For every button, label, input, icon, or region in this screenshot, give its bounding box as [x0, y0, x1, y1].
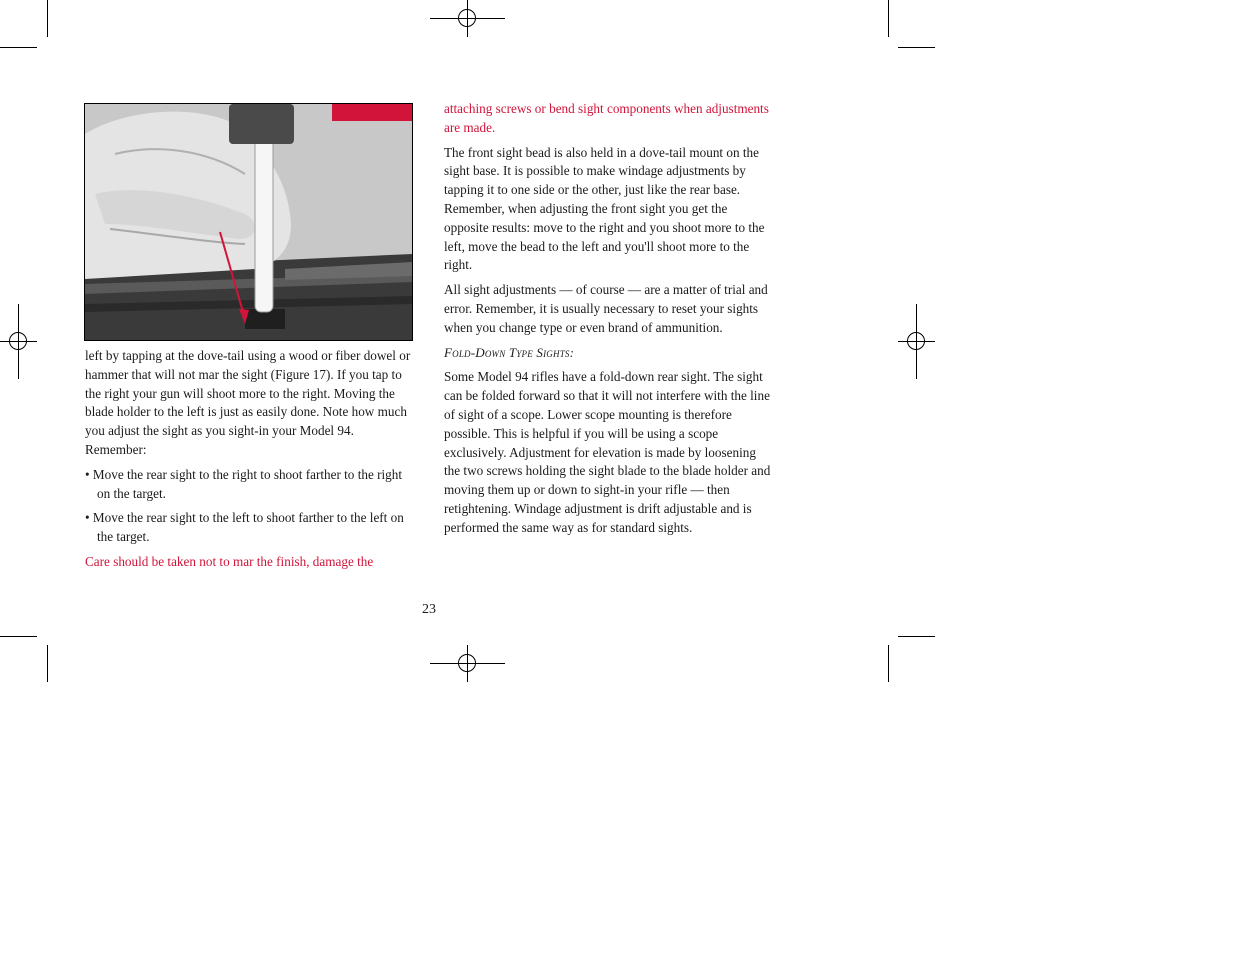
body-paragraph: left by tapping at the dove-tail using a wood or fiber dowel or hammer that will not mar the sight (Figure 17). If you tap to the right your gun will shoot more to the right. Moving the blade holder to the left is just as easily done. Note how much you adjust the sight as you sight-in your Model 94. Remember: — [85, 348, 411, 457]
body-paragraph: Some Model 94 rifles have a fold-down rear sight. The sight can be folded forward so that it will not interfere with the line of sight of a scope. Lower scope mounting is therefore possible. This is helpful if you will be using a scope exclusively. Adjustment for elevation is made by loosening the two screws holding the sight blade to the blade holder and moving them up or down to sight-in your rifle — then retightening. Windage adjustment is drift adjustable and is performed the same way as for standard sights. — [444, 369, 771, 535]
bullet-item: • Move the rear sight to the left to shoot farther to the left on the target. — [85, 510, 404, 545]
crop-mark — [47, 0, 48, 37]
body-paragraph: The front sight bead is also held in a dove-tail mount on the sight base. It is possible to make windage adjustments by tapping it to one side or the other, just like the rear base. Remember, when adjusting the front sight you get the opposite results: move to the right and you shoot more to the left, move the bead to the left and you'll shoot more to the right. — [444, 144, 765, 273]
crop-mark — [898, 47, 935, 48]
crop-mark — [888, 0, 889, 37]
bullet-item: • Move the rear sight to the right to shoot farther to the right on the target. — [85, 466, 403, 501]
registration-circle — [458, 9, 476, 27]
caution-text: attaching screws or bend sight components when adjustments are made. — [444, 101, 769, 135]
crop-mark — [0, 636, 37, 637]
crop-mark — [47, 645, 48, 682]
registration-circle — [9, 332, 27, 350]
registration-circle — [458, 654, 476, 672]
right-column — [444, 100, 774, 544]
page-number: 23 — [422, 602, 436, 617]
crop-mark — [0, 47, 37, 48]
figure-sight-adjustment-photo — [84, 103, 413, 341]
registration-circle — [907, 332, 925, 350]
caution-text: Care should be taken not to mar the finish, damage the — [85, 553, 374, 569]
body-paragraph: All sight adjustments — of course — are a matter of trial and error. Remember, it is usually necessary to reset your sights when you change type or even brand of ammunition. — [444, 282, 768, 335]
section-heading: Fold-Down Type Sights: — [444, 344, 575, 360]
crop-mark — [898, 636, 935, 637]
crop-mark — [888, 645, 889, 682]
left-column — [85, 347, 415, 578]
